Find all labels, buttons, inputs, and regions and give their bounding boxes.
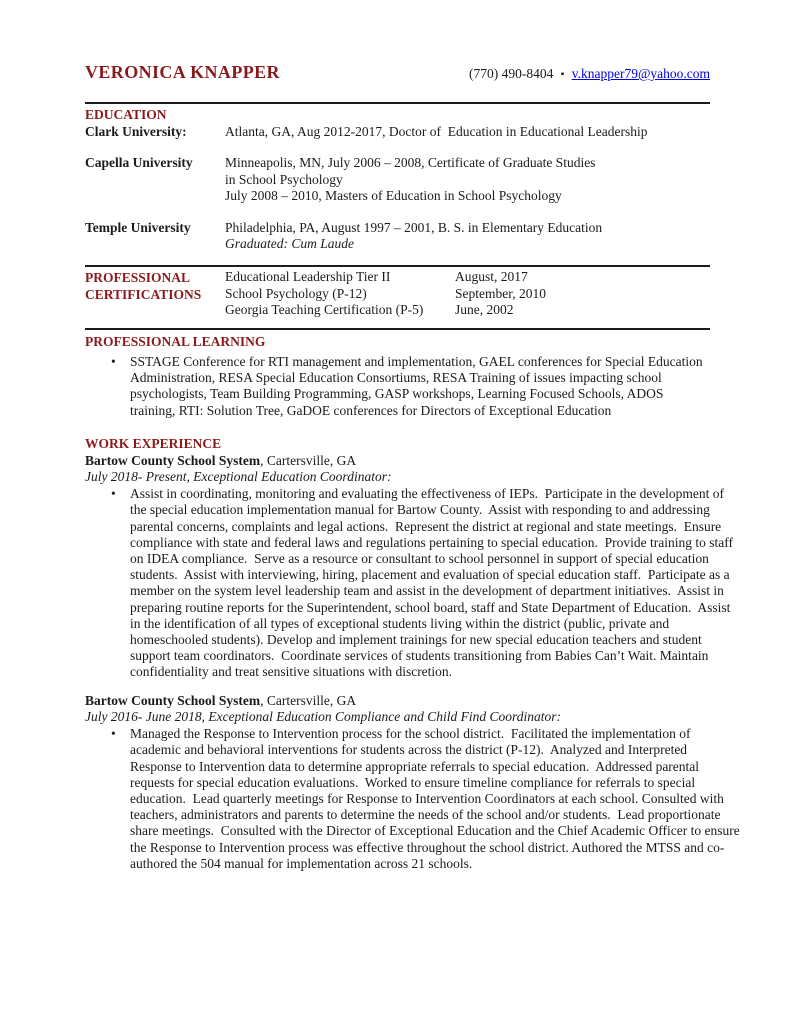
education-detail-line: Minneapolis, MN, July 2006 – 2008, Certificate of Graduate Studies <box>225 155 596 171</box>
contact-separator-icon: ▪ <box>560 69 565 80</box>
bullet-icon: • <box>111 486 116 502</box>
school-name: Clark University: <box>85 124 187 140</box>
email-link[interactable]: v.knapper79@yahoo.com <box>571 66 710 81</box>
list-item <box>85 354 741 419</box>
education-honors-line: Graduated: Cum Laude <box>225 236 354 252</box>
education-detail-line: in School Psychology <box>225 171 343 187</box>
education-entry <box>85 124 741 140</box>
job-title-line: July 2018- Present, Exceptional Education Coordinator: <box>85 469 392 485</box>
employer-location: , Cartersville, GA <box>260 452 357 468</box>
job-entry <box>85 453 741 681</box>
education-detail <box>225 220 741 252</box>
job-entry <box>85 692 744 872</box>
job-title-line: July 2016- June 2018, Exceptional Education Compliance and Child Find Coordinator: <box>85 708 562 724</box>
employer-name: Bartow County School System <box>85 692 261 708</box>
education-heading: EDUCATION <box>85 107 167 123</box>
certification-date: June, 2002 <box>455 301 514 317</box>
education-detail-line: Philadelphia, PA, August 1997 – 2001, B. S. in Elementary Education <box>225 220 603 236</box>
certification-row <box>225 286 741 302</box>
education-detail <box>225 124 741 140</box>
certifications-section <box>85 269 741 318</box>
certification-date: September, 2010 <box>455 285 546 301</box>
certifications-heading-line: CERTIFICATIONS <box>85 287 202 303</box>
certification-name: Georgia Teaching Certification (P-5) <box>225 301 424 317</box>
resume-content <box>85 0 744 872</box>
certification-date: August, 2017 <box>455 269 528 285</box>
job-employer-line <box>85 453 741 469</box>
education-detail-line: Atlanta, GA, Aug 2012-2017, Doctor of Education in Educational Leadership <box>225 124 648 140</box>
education-entry <box>85 155 741 204</box>
certification-row <box>225 302 741 318</box>
work-experience-heading: WORK EXPERIENCE <box>85 435 222 451</box>
certification-row <box>225 269 741 285</box>
resume-header <box>85 62 710 83</box>
person-name: VERONICA KNAPPER <box>85 62 280 82</box>
education-detail-line: July 2008 – 2010, Masters of Education in School Psychology <box>225 187 562 203</box>
certification-name: Educational Leadership Tier II <box>225 269 391 285</box>
certifications-heading-line: PROFESSIONAL <box>85 270 191 286</box>
education-section <box>85 106 741 252</box>
section-divider <box>85 102 710 104</box>
job-employer-line <box>85 693 741 709</box>
section-divider <box>85 265 710 267</box>
certifications-heading <box>85 269 225 318</box>
learning-bullet-text: SSTAGE Conference for RTI management and implementation, GAEL conferences for Special Education Administration, RESA Special Education Consortiums, RESA Training of issues impacting school psychologists, Team Building Programming, GASP workshops, Learning Focused Schools, ADOS training, RTI: Solution Tree, GaDOE conferences for Directors of Exceptional Education <box>130 354 706 418</box>
job-bullet-text: Managed the Response to Intervention process for the school district. Facilitated the implementation of academic and behavioral interventions for students across the district (P-12). Analyzed and Interpreted Response to Intervention data to determine appropriate referrals to special education. Addressed parental requests for special education evaluations. Worked to ensure timeline compliance for referrals to special education. Lead quarterly meetings for Response to Intervention Coordinators at each school. Consulted with teachers, administrators and parents to determine the needs of the school and/or students. Lead proportionate share meetings. Consulted with the Director of Exceptional Education and the Chief Academic Officer to ensure the Response to Intervention process was effective throughout the school district. Authored the MTSS and co-authored the 504 manual for implementation across 21 schools. <box>130 726 744 871</box>
bullet-icon: • <box>111 726 116 742</box>
certifications-list <box>225 269 741 318</box>
professional-learning-section <box>85 333 741 419</box>
employer-location: , Cartersville, GA <box>260 692 357 708</box>
employer-name: Bartow County School System <box>85 452 261 468</box>
job-bullet-text: Assist in coordinating, monitoring and evaluating the effectiveness of IEPs. Participate in the development of the special education implementation manual for Bartow County. Assist with responding to and addressing parental concerns, complaints and legal actions. Represent the district at regional and state meetings. Ensure compliance with state and federal laws and regulations pertaining to special education. Provide training to staff on IDEA compliance. Serve as a resource or consultant to school personnel in support of special education students. Assist with interviewing, hiring, placement and evaluation of special education staff. Participate as a member on the system level leadership team and assist in the development of department initiatives. Assist in preparing routine reports for the Superintendent, school board, staff and State Department of Education. Assist in the identification of all types of exceptional students living within the district (public, private and homeschooled students). Develop and implement trainings for new special education teachers and student support team coordinators. Coordinate services of students transitioning from Babies Can’t Wait. Maintain confidentiality and treat sensitive situations with discretion. <box>130 486 737 680</box>
school-name: Capella University <box>85 155 193 171</box>
list-item <box>85 726 744 872</box>
certifications-grid <box>85 269 741 318</box>
contact-info <box>469 66 710 83</box>
education-detail <box>225 155 741 204</box>
professional-learning-heading: PROFESSIONAL LEARNING <box>85 334 266 350</box>
bullet-icon: • <box>111 354 116 370</box>
work-experience-section <box>85 435 744 872</box>
list-item <box>85 486 741 680</box>
certification-name: School Psychology (P-12) <box>225 285 367 301</box>
phone-number: (770) 490-8404 <box>469 66 554 81</box>
section-divider <box>85 328 710 330</box>
school-name: Temple University <box>85 220 191 236</box>
education-entry <box>85 220 741 252</box>
